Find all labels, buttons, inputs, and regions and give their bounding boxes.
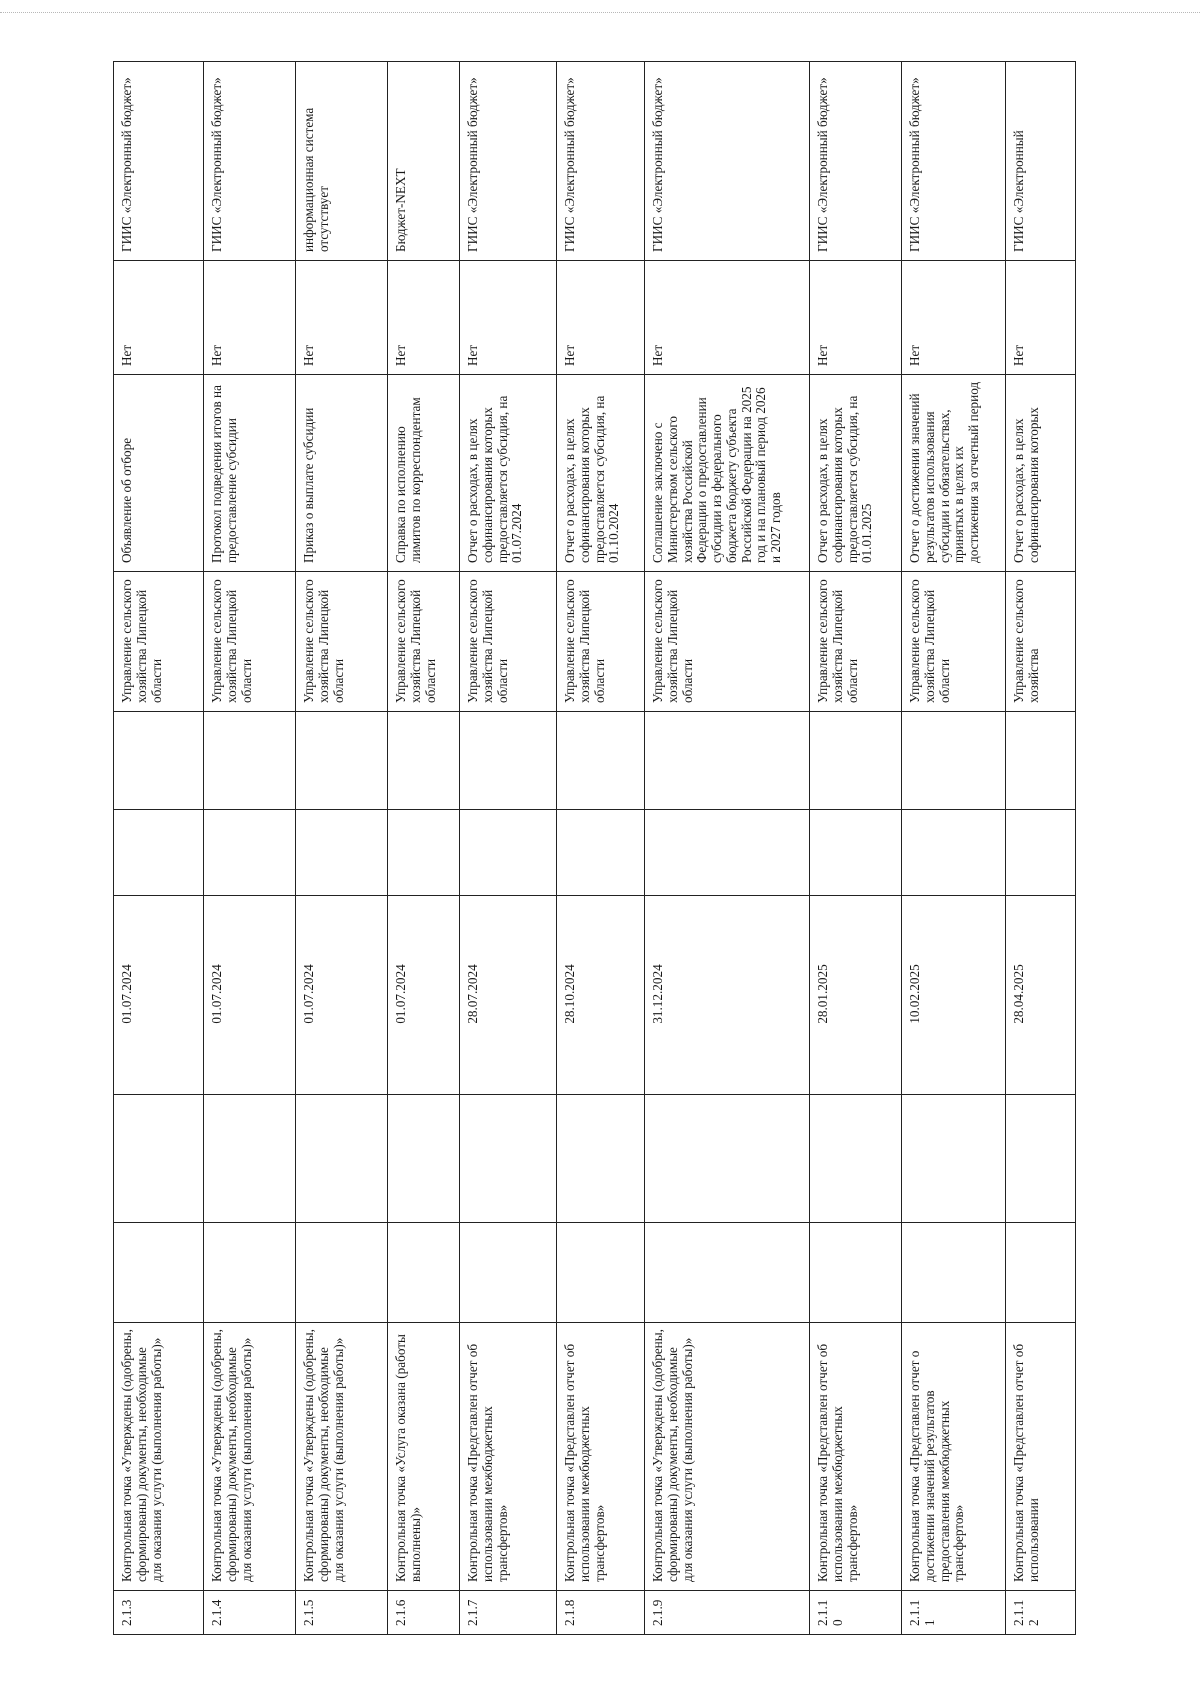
- empty-cell-d: [810, 712, 902, 810]
- responsible-executor-cell: Управление сельского хозяйства: [1006, 572, 1076, 712]
- empty-cell-a: [902, 1223, 1006, 1323]
- information-system-cell: Бюджет-NEXT: [388, 62, 460, 261]
- empty-cell-d: [460, 712, 557, 810]
- document-cell: Соглашение заключено с Министерством сельского хозяйства Российской Федерации о предоставлении субсидии из федерального бюджета бюджету субъекта Российской Федерации на 2025 год и на плановый период 2026 и 2027 годов: [645, 375, 810, 572]
- row-number-cell: 2.1.6: [388, 1591, 460, 1635]
- responsible-executor-cell: Управление сельского хозяйства Липецкой области: [810, 572, 902, 712]
- row-number-cell: 2.1.11: [902, 1591, 1006, 1635]
- control-points-table: [113, 61, 1076, 1635]
- row-number-cell: 2.1.10: [810, 1591, 902, 1635]
- empty-cell-c: [204, 810, 296, 896]
- empty-cell-a: [114, 1223, 204, 1323]
- rotated-page-content: [113, 62, 1075, 1635]
- responsible-executor-cell: Управление сельского хозяйства Липецкой области: [296, 572, 388, 712]
- empty-cell-b: [645, 1095, 810, 1223]
- information-system-cell: ГИИС «Электронный бюджет»: [460, 62, 557, 261]
- control-point-name-cell: Контрольная точка «Представлен отчет о достижении значений результатов предоставления межбюджетных трансфертов»: [902, 1323, 1006, 1591]
- information-system-cell: ГИИС «Электронный бюджет»: [810, 62, 902, 261]
- empty-cell-d: [645, 712, 810, 810]
- empty-cell-c: [114, 810, 204, 896]
- row-number-cell: 2.1.3: [114, 1591, 204, 1635]
- document-cell: Объявление об отборе: [114, 375, 204, 572]
- date-cell: 31.12.2024: [645, 896, 810, 1095]
- document-cell: Отчет о расходах, в целях софинансирования которых предоставляется субсидия, на 01.10.2024: [557, 375, 645, 572]
- table-row: [296, 62, 388, 1635]
- control-point-name-cell: Контрольная точка «Утверждены (одобрены, сформированы) документы, необходимые для оказания услуги (выполнения работы)»: [204, 1323, 296, 1591]
- information-system-cell: ГИИС «Электронный бюджет»: [557, 62, 645, 261]
- empty-cell-b: [810, 1095, 902, 1223]
- row-number-cell: 2.1.7: [460, 1591, 557, 1635]
- date-cell: 01.07.2024: [204, 896, 296, 1095]
- table-row: [114, 62, 204, 1635]
- document-cell: Справка по исполнению лимитов по корреспондентам: [388, 375, 460, 572]
- row-number-cell: 2.1.8: [557, 1591, 645, 1635]
- information-system-cell: информационная система отсутствует: [296, 62, 388, 261]
- responsible-executor-cell: Управление сельского хозяйства Липецкой области: [460, 572, 557, 712]
- document-cell: Отчет о расходах, в целях софинансирования которых предоставляется субсидия, на 01.07.2024: [460, 375, 557, 572]
- document-cell: Приказ о выплате субсидии: [296, 375, 388, 572]
- date-cell: 10.02.2025: [902, 896, 1006, 1095]
- empty-cell-d: [1006, 712, 1076, 810]
- document-cell: Отчет о достижении значений результатов использования субсидии и обязательствах, принятых в целях их достижения за отчетный период: [902, 375, 1006, 572]
- control-point-name-cell: Контрольная точка «Утверждены (одобрены, сформированы) документы, необходимые для оказания услуги (выполнения работы)»: [114, 1323, 204, 1591]
- empty-cell-d: [902, 712, 1006, 810]
- empty-cell-b: [460, 1095, 557, 1223]
- empty-cell-d: [114, 712, 204, 810]
- date-cell: 01.07.2024: [296, 896, 388, 1095]
- date-cell: 28.07.2024: [460, 896, 557, 1095]
- information-system-cell: ГИИС «Электронный бюджет»: [902, 62, 1006, 261]
- table-row: [645, 62, 810, 1635]
- table-row: [204, 62, 296, 1635]
- empty-cell-d: [557, 712, 645, 810]
- document-cell: Отчет о расходах, в целях софинансирования которых: [1006, 375, 1076, 572]
- date-cell: 01.07.2024: [114, 896, 204, 1095]
- empty-cell-b: [204, 1095, 296, 1223]
- empty-cell-a: [204, 1223, 296, 1323]
- responsible-executor-cell: Управление сельского хозяйства Липецкой области: [902, 572, 1006, 712]
- information-system-cell: ГИИС «Электронный бюджет»: [645, 62, 810, 261]
- empty-cell-c: [296, 810, 388, 896]
- empty-cell-a: [557, 1223, 645, 1323]
- responsible-executor-cell: Управление сельского хозяйства Липецкой области: [204, 572, 296, 712]
- empty-cell-a: [460, 1223, 557, 1323]
- control-point-name-cell: Контрольная точка «Утверждены (одобрены, сформированы) документы, необходимые для оказания услуги (выполнения работы)»: [645, 1323, 810, 1591]
- flag-cell: Нет: [296, 261, 388, 375]
- empty-cell-d: [296, 712, 388, 810]
- empty-cell-c: [388, 810, 460, 896]
- row-number-cell: 2.1.5: [296, 1591, 388, 1635]
- empty-cell-c: [645, 810, 810, 896]
- empty-cell-c: [557, 810, 645, 896]
- responsible-executor-cell: Управление сельского хозяйства Липецкой области: [557, 572, 645, 712]
- empty-cell-b: [557, 1095, 645, 1223]
- information-system-cell: ГИИС «Электронный бюджет»: [114, 62, 204, 261]
- table-row: [388, 62, 460, 1635]
- empty-cell-d: [204, 712, 296, 810]
- document-cell: Протокол подведения итогов на предоставление субсидии: [204, 375, 296, 572]
- row-number-cell: 2.1.4: [204, 1591, 296, 1635]
- control-point-name-cell: Контрольная точка «Представлен отчет об использовании межбюджетных трансфертов»: [460, 1323, 557, 1591]
- empty-cell-c: [902, 810, 1006, 896]
- table-row: [460, 62, 557, 1635]
- responsible-executor-cell: Управление сельского хозяйства Липецкой области: [645, 572, 810, 712]
- flag-cell: Нет: [114, 261, 204, 375]
- responsible-executor-cell: Управление сельского хозяйства Липецкой области: [114, 572, 204, 712]
- table-row: [810, 62, 902, 1635]
- row-number-cell: 2.1.9: [645, 1591, 810, 1635]
- empty-cell-a: [296, 1223, 388, 1323]
- flag-cell: Нет: [460, 261, 557, 375]
- date-cell: 28.10.2024: [557, 896, 645, 1095]
- empty-cell-b: [114, 1095, 204, 1223]
- row-number-cell: 2.1.12: [1006, 1591, 1076, 1635]
- date-cell: 28.04.2025: [1006, 896, 1076, 1095]
- empty-cell-b: [388, 1095, 460, 1223]
- control-point-name-cell: Контрольная точка «Представлен отчет об использовании межбюджетных трансфертов»: [557, 1323, 645, 1591]
- date-cell: 01.07.2024: [388, 896, 460, 1095]
- control-point-name-cell: Контрольная точка «Услуга оказана (работы выполнены)»: [388, 1323, 460, 1591]
- control-point-name-cell: Контрольная точка «Утверждены (одобрены, сформированы) документы, необходимые для оказания услуги (выполнения работы)»: [296, 1323, 388, 1591]
- document-cell: Отчет о расходах, в целях софинансирования которых предоставляется субсидия, на 01.01.2025: [810, 375, 902, 572]
- flag-cell: Нет: [1006, 261, 1076, 375]
- table-row: [902, 62, 1006, 1635]
- empty-cell-c: [460, 810, 557, 896]
- empty-cell-b: [1006, 1095, 1076, 1223]
- flag-cell: Нет: [902, 261, 1006, 375]
- responsible-executor-cell: Управление сельского хозяйства Липецкой области: [388, 572, 460, 712]
- control-point-name-cell: Контрольная точка «Представлен отчет об использовании: [1006, 1323, 1076, 1591]
- table-row: [1006, 62, 1076, 1635]
- empty-cell-a: [1006, 1223, 1076, 1323]
- flag-cell: Нет: [645, 261, 810, 375]
- empty-cell-a: [810, 1223, 902, 1323]
- empty-cell-d: [388, 712, 460, 810]
- date-cell: 28.01.2025: [810, 896, 902, 1095]
- empty-cell-b: [296, 1095, 388, 1223]
- information-system-cell: ГИИС «Электронный: [1006, 62, 1076, 261]
- empty-cell-c: [1006, 810, 1076, 896]
- information-system-cell: ГИИС «Электронный бюджет»: [204, 62, 296, 261]
- empty-cell-a: [388, 1223, 460, 1323]
- flag-cell: Нет: [557, 261, 645, 375]
- control-point-name-cell: Контрольная точка «Представлен отчет об использовании межбюджетных трансфертов»: [810, 1323, 902, 1591]
- page-top-border: [0, 12, 1200, 13]
- flag-cell: Нет: [204, 261, 296, 375]
- flag-cell: Нет: [388, 261, 460, 375]
- empty-cell-a: [645, 1223, 810, 1323]
- empty-cell-b: [902, 1095, 1006, 1223]
- table-row: [557, 62, 645, 1635]
- flag-cell: Нет: [810, 261, 902, 375]
- empty-cell-c: [810, 810, 902, 896]
- table-body: [114, 62, 1076, 1635]
